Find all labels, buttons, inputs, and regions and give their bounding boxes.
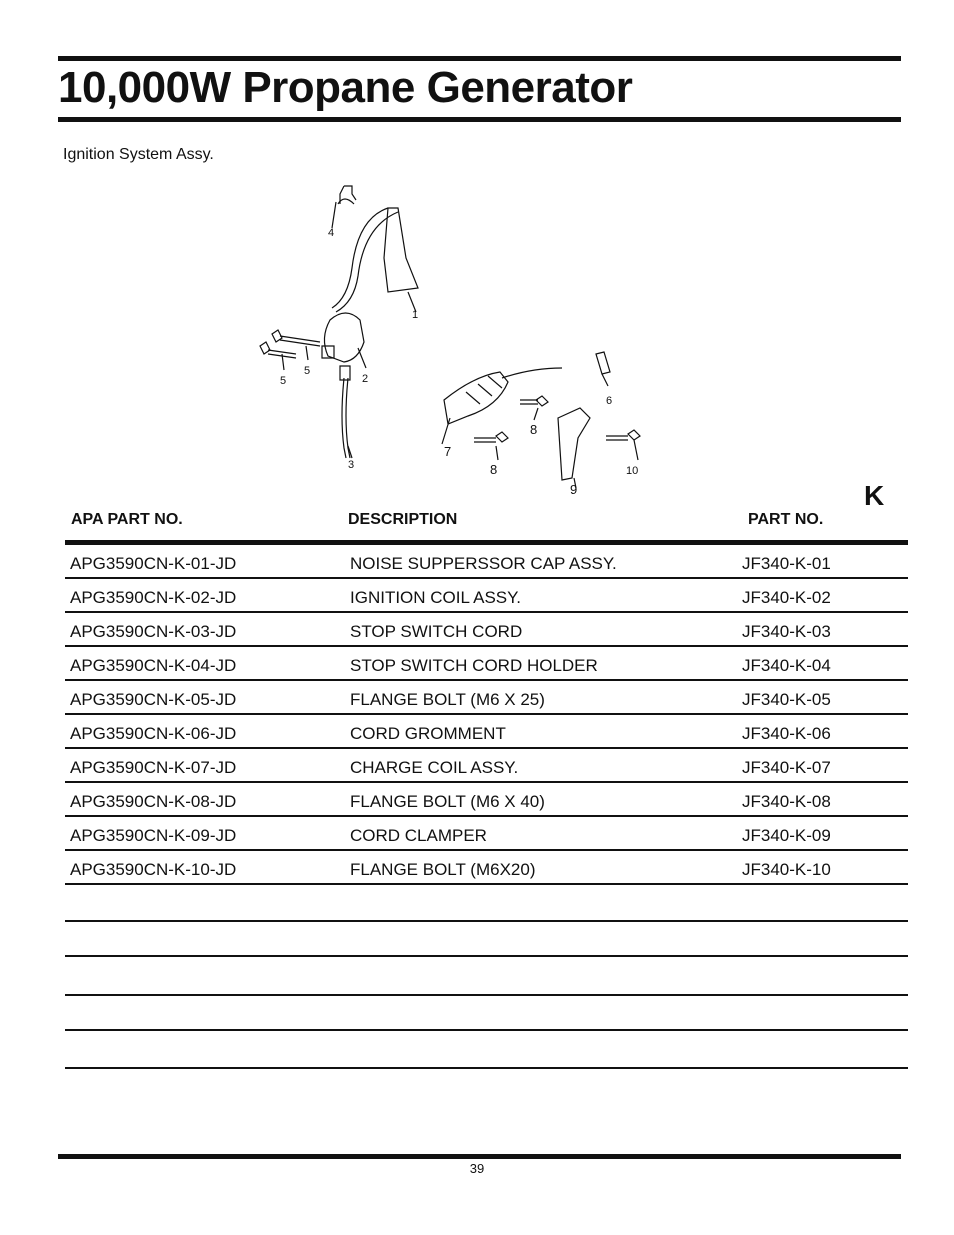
- stop-switch-cord-part: [342, 378, 346, 458]
- section-letter: K: [864, 480, 885, 511]
- section-subtitle: Ignition System Assy.: [63, 146, 214, 163]
- empty-row-divider: [65, 994, 908, 996]
- apa-part-no-cell: APG3590CN-K-04-JD: [70, 656, 237, 675]
- empty-row-divider: [65, 920, 908, 922]
- description-cell: STOP SWITCH CORD HOLDER: [350, 656, 598, 675]
- description-cell: FLANGE BOLT (M6 X 25): [350, 690, 545, 709]
- column-header-apa-part-no: APA PART NO.: [71, 511, 183, 528]
- callout-7: 7: [444, 444, 452, 459]
- description-cell: FLANGE BOLT (M6 X 40): [350, 792, 545, 811]
- callout-8-upper: 8: [530, 422, 538, 437]
- table-row: [65, 545, 908, 579]
- table-row: [65, 613, 908, 647]
- flange-bolt-25-lower: [260, 342, 296, 358]
- part-no-cell: JF340-K-10: [742, 860, 831, 879]
- parts-table: [65, 540, 908, 885]
- flange-bolt-25-upper: [272, 330, 320, 346]
- table-row: [65, 783, 908, 817]
- description-cell: CORD CLAMPER: [350, 826, 487, 845]
- apa-part-no-cell: APG3590CN-K-03-JD: [70, 622, 237, 641]
- description-cell: NOISE SUPPERSSOR CAP ASSY.: [350, 554, 617, 573]
- description-cell: FLANGE BOLT (M6X20): [350, 860, 536, 879]
- callout-2: 2: [362, 373, 369, 385]
- flange-bolt-20-part: [606, 430, 640, 440]
- table-row: [65, 579, 908, 613]
- part-no-cell: JF340-K-07: [742, 758, 831, 777]
- callout-3: 3: [348, 459, 355, 471]
- callout-5-upper: 5: [304, 365, 311, 377]
- part-no-cell: JF340-K-09: [742, 826, 831, 845]
- part-no-cell: JF340-K-01: [742, 554, 831, 573]
- charge-coil-part: [444, 372, 508, 424]
- table-row: [65, 715, 908, 749]
- callout-1: 1: [412, 309, 419, 321]
- apa-part-no-cell: APG3590CN-K-01-JD: [70, 554, 237, 573]
- apa-part-no-cell: APG3590CN-K-05-JD: [70, 690, 237, 709]
- table-row: [65, 817, 908, 851]
- page-title: 10,000W Propane Generator: [58, 63, 633, 112]
- apa-part-no-cell: APG3590CN-K-06-JD: [70, 724, 237, 743]
- empty-row-divider: [65, 1029, 908, 1031]
- apa-part-no-cell: APG3590CN-K-09-JD: [70, 826, 237, 845]
- ignition-system-diagram: [240, 178, 660, 498]
- apa-part-no-cell: APG3590CN-K-02-JD: [70, 588, 237, 607]
- table-row: [65, 749, 908, 783]
- empty-row-divider: [65, 955, 908, 957]
- part-no-cell: JF340-K-04: [742, 656, 831, 675]
- top-rule-lower: [58, 117, 901, 122]
- part-no-cell: JF340-K-05: [742, 690, 831, 709]
- table-row: [65, 681, 908, 715]
- part-no-cell: JF340-K-08: [742, 792, 831, 811]
- description-cell: STOP SWITCH CORD: [350, 622, 523, 641]
- apa-part-no-cell: APG3590CN-K-07-JD: [70, 758, 237, 777]
- suppressor-cap-part: [384, 208, 418, 292]
- description-cell: CHARGE COIL ASSY.: [350, 758, 519, 777]
- table-row: [65, 851, 908, 885]
- cord-grommet-part: [596, 352, 610, 374]
- apa-part-no-cell: APG3590CN-K-08-JD: [70, 792, 237, 811]
- column-header-description: DESCRIPTION: [348, 511, 458, 528]
- flange-bolt-40-upper: [520, 396, 548, 406]
- callout-4: 4: [328, 227, 335, 239]
- callout-6: 6: [606, 395, 613, 407]
- callout-5-lower: 5: [280, 375, 287, 387]
- part-no-cell: JF340-K-03: [742, 622, 831, 641]
- callout-10: 10: [626, 465, 639, 477]
- ignition-coil-part: [324, 313, 364, 362]
- cord-clamper-part: [558, 408, 590, 480]
- callout-8-lower: 8: [490, 462, 498, 477]
- part-no-cell: JF340-K-02: [742, 588, 831, 607]
- apa-part-no-cell: APG3590CN-K-10-JD: [70, 860, 237, 879]
- page-number: 39: [469, 1161, 485, 1176]
- bottom-rule: [58, 1154, 901, 1159]
- flange-bolt-40-lower: [474, 432, 508, 442]
- table-row: [65, 647, 908, 681]
- part-no-cell: JF340-K-06: [742, 724, 831, 743]
- description-cell: IGNITION COIL ASSY.: [350, 588, 521, 607]
- empty-row-divider: [65, 1067, 908, 1069]
- callout-9: 9: [570, 482, 578, 497]
- top-rule-upper: [58, 56, 901, 61]
- description-cell: CORD GROMMENT: [350, 724, 506, 743]
- cord-holder-part: [340, 186, 356, 204]
- column-header-part-no: PART NO.: [748, 511, 824, 528]
